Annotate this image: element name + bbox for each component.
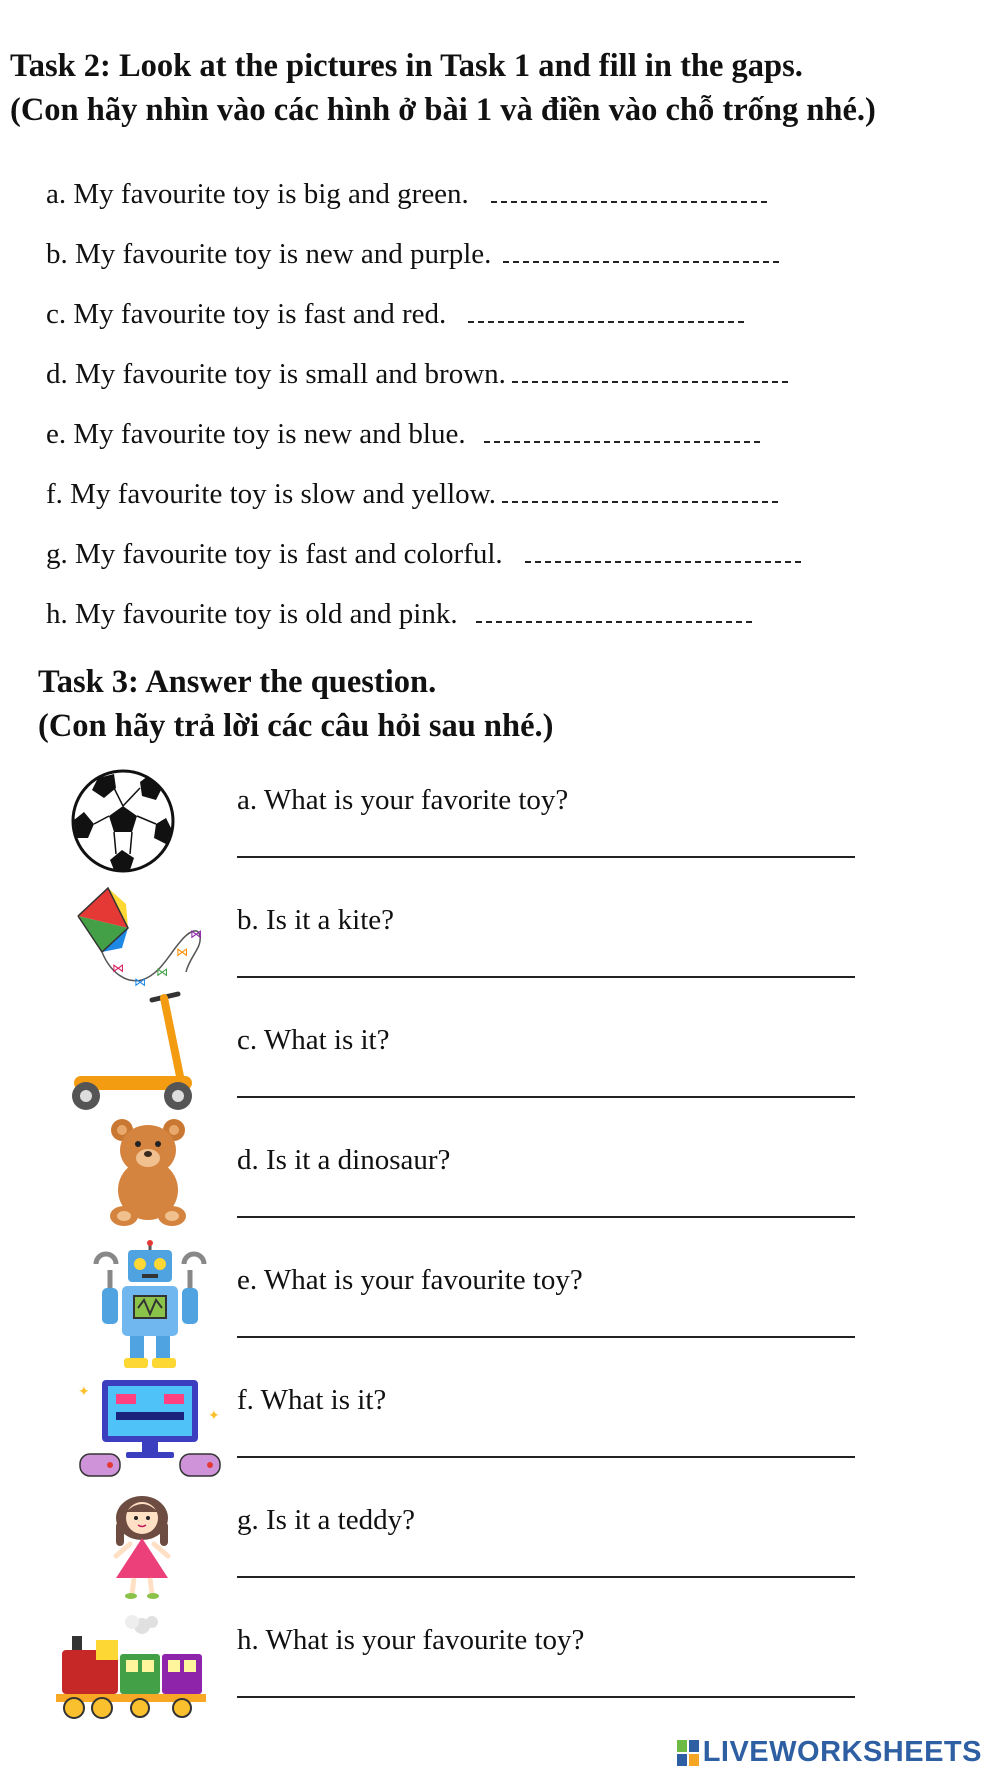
gap-blank-b[interactable] bbox=[503, 257, 779, 263]
liveworksheets-logo-text: LIVEWORKSHEETS bbox=[702, 1736, 982, 1768]
gap-sentence-c: c. My favourite toy is fast and red. bbox=[46, 298, 447, 330]
video-game-icon bbox=[76, 1376, 224, 1480]
question-d: d. Is it a dinosaur? bbox=[237, 1144, 451, 1176]
gap-row-h bbox=[46, 598, 752, 631]
answer-line-g[interactable] bbox=[237, 1576, 855, 1578]
doll-icon bbox=[104, 1494, 180, 1600]
svg-text:⋈: ⋈ bbox=[134, 975, 146, 989]
gap-blank-a[interactable] bbox=[491, 197, 767, 203]
question-h: h. What is your favourite toy? bbox=[237, 1624, 585, 1656]
question-f: f. What is it? bbox=[237, 1384, 387, 1416]
task3-subtitle: (Con hãy trả lời các câu hỏi sau nhé.) bbox=[38, 708, 554, 744]
gap-sentence-b: b. My favourite toy is new and purple. bbox=[46, 238, 492, 270]
svg-text:⋈: ⋈ bbox=[156, 965, 168, 979]
gap-sentence-f: f. My favourite toy is slow and yellow. bbox=[46, 478, 496, 510]
gap-sentence-d: d. My favourite toy is small and brown. bbox=[46, 358, 506, 390]
gap-blank-e[interactable] bbox=[484, 437, 760, 443]
answer-line-c[interactable] bbox=[237, 1096, 855, 1098]
liveworksheets-logo-icon bbox=[677, 1740, 699, 1766]
kite-icon bbox=[76, 886, 208, 992]
gap-blank-f[interactable] bbox=[502, 497, 778, 503]
answer-line-f[interactable] bbox=[237, 1456, 855, 1458]
liveworksheets-logo[interactable] bbox=[677, 1736, 982, 1769]
gap-sentence-a: a. My favourite toy is big and green. bbox=[46, 178, 469, 210]
task3-title: Task 3: Answer the question. bbox=[38, 664, 437, 700]
answer-line-d[interactable] bbox=[237, 1216, 855, 1218]
question-g: g. Is it a teddy? bbox=[237, 1504, 415, 1536]
task2-subtitle: (Con hãy nhìn vào các hình ở bài 1 và điền vào chỗ trống nhé.) bbox=[10, 92, 876, 128]
gap-sentence-g: g. My favourite toy is fast and colorful. bbox=[46, 538, 503, 570]
svg-text:⋈: ⋈ bbox=[112, 961, 124, 975]
gap-row-d bbox=[46, 358, 788, 391]
ball-icon bbox=[70, 768, 176, 874]
gap-sentence-h: h. My favourite toy is old and pink. bbox=[46, 598, 458, 630]
gap-row-c bbox=[46, 298, 744, 331]
gap-row-b bbox=[46, 238, 779, 271]
gap-row-e bbox=[46, 418, 760, 451]
train-icon bbox=[52, 1614, 212, 1722]
robot-icon bbox=[92, 1240, 208, 1372]
gap-row-f bbox=[46, 478, 778, 511]
question-e: e. What is your favourite toy? bbox=[237, 1264, 583, 1296]
scooter-icon bbox=[64, 990, 206, 1114]
answer-line-e[interactable] bbox=[237, 1336, 855, 1338]
answer-line-b[interactable] bbox=[237, 976, 855, 978]
gap-row-g bbox=[46, 538, 801, 571]
teddy-bear-icon bbox=[108, 1118, 188, 1226]
gap-blank-c[interactable] bbox=[468, 317, 744, 323]
svg-text:⋈: ⋈ bbox=[190, 927, 202, 941]
gap-blank-g[interactable] bbox=[525, 557, 801, 563]
svg-text:⋈: ⋈ bbox=[176, 945, 188, 959]
svg-text:✦: ✦ bbox=[78, 1384, 90, 1400]
answer-line-a[interactable] bbox=[237, 856, 855, 858]
answer-line-h[interactable] bbox=[237, 1696, 855, 1698]
gap-blank-h[interactable] bbox=[476, 617, 752, 623]
svg-text:✦: ✦ bbox=[208, 1408, 220, 1424]
task2-title: Task 2: Look at the pictures in Task 1 and fill in the gaps. bbox=[10, 48, 803, 84]
gap-blank-d[interactable] bbox=[512, 377, 788, 383]
question-a: a. What is your favorite toy? bbox=[237, 784, 569, 816]
gap-row-a bbox=[46, 178, 767, 211]
question-c: c. What is it? bbox=[237, 1024, 390, 1056]
gap-sentence-e: e. My favourite toy is new and blue. bbox=[46, 418, 466, 450]
question-b: b. Is it a kite? bbox=[237, 904, 395, 936]
